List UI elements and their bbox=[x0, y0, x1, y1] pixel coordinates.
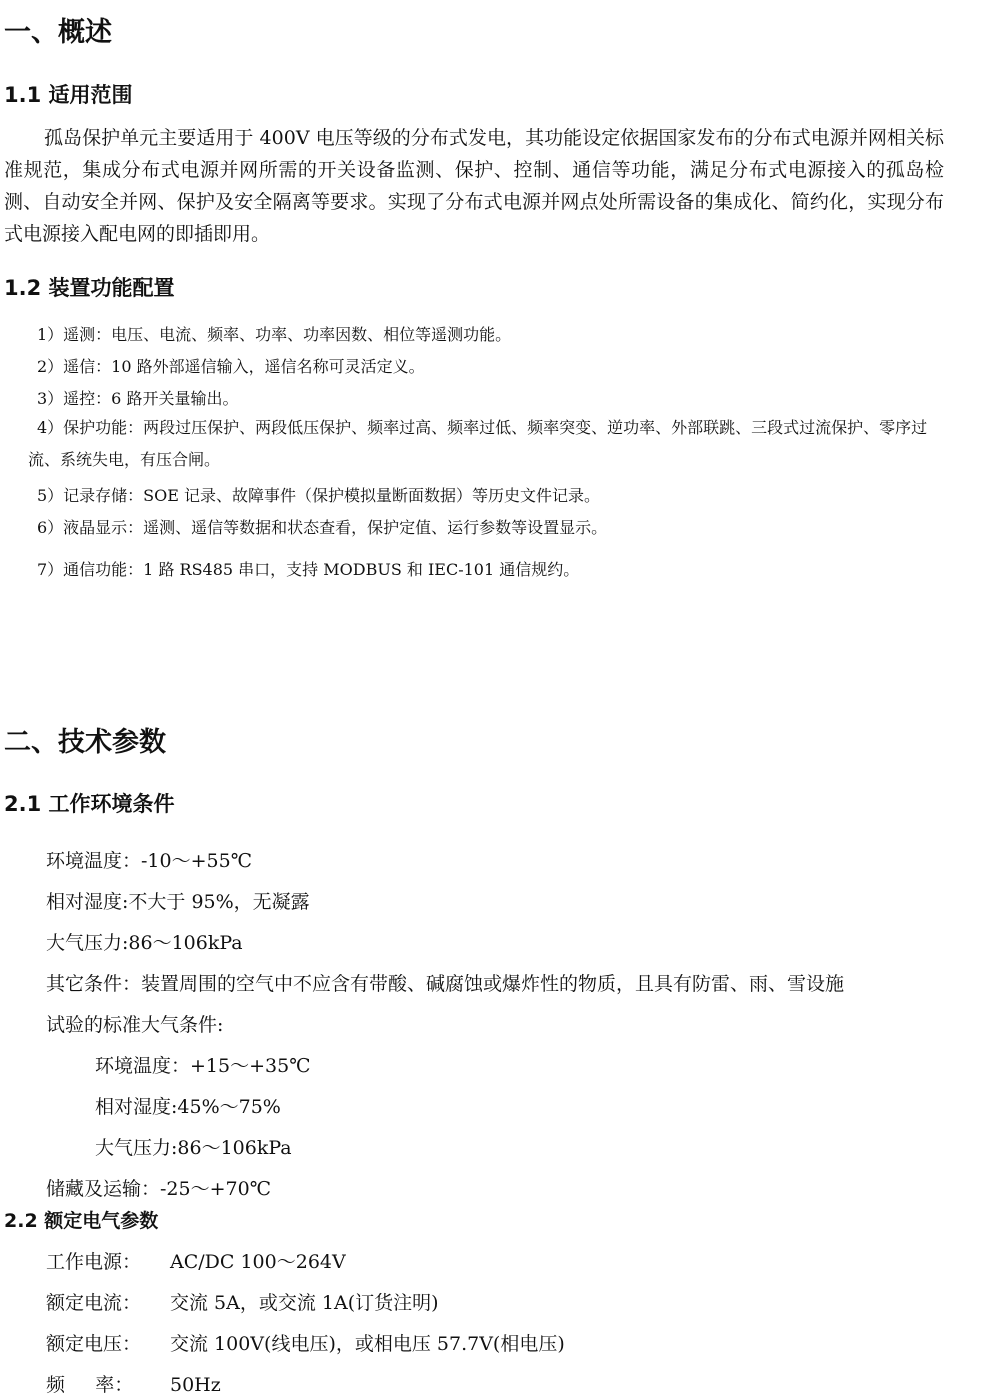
feature-item-telesignal: 2）遥信：10 路外部遥信输入，遥信名称可灵活定义。 bbox=[37, 357, 425, 376]
standard-conditions-title: 试验的标准大气条件: bbox=[46, 1014, 224, 1036]
spec-label: 额定电压： bbox=[46, 1333, 142, 1355]
section-2-heading: 二、技术参数 bbox=[4, 727, 166, 758]
section-2-2-heading: 2.2 额定电气参数 bbox=[4, 1210, 159, 1232]
standard-temperature: 环境温度：+15～+35℃ bbox=[95, 1055, 311, 1077]
atmospheric-pressure: 大气压力:86～106kPa bbox=[46, 932, 243, 954]
relative-humidity: 相对湿度:不大于 95%，无凝露 bbox=[46, 891, 310, 913]
section-1-2-heading: 1.2 装置功能配置 bbox=[4, 276, 175, 300]
section-1-1-heading: 1.1 适用范围 bbox=[4, 83, 133, 107]
spec-value: 50Hz bbox=[170, 1374, 221, 1396]
ambient-temperature: 环境温度：-10～+55℃ bbox=[46, 850, 252, 872]
standard-pressure: 大气压力:86～106kPa bbox=[95, 1137, 292, 1159]
spec-row-power-supply bbox=[46, 1247, 346, 1274]
spec-value: AC/DC 100～264V bbox=[170, 1251, 346, 1273]
section-2-1-heading: 2.1 工作环境条件 bbox=[4, 792, 175, 816]
spec-row-rated-current bbox=[46, 1288, 439, 1315]
scope-paragraph: 孤岛保护单元主要适用于 400V 电压等级的分布式发电，其功能设定依据国家发布的分布式电源并网相关标准规范，集成分布式电源并网所需的开关设备监测、保护、控制、通信等功能，满足分布式电源接入的孤岛检测、自动安全并网、保护及安全隔离等要求。实现了分布式电源并网点处所需设备的集成化、简约化，实现分布式电源接入配电网的即插即用。 bbox=[4, 127, 944, 245]
feature-item-lcd: 6）液晶显示：遥测、遥信等数据和状态查看，保护定值、运行参数等设置显示。 bbox=[37, 518, 608, 537]
standard-humidity: 相对湿度:45%～75% bbox=[95, 1096, 281, 1118]
spec-value: 交流 100V(线电压)，或相电压 57.7V(相电压) bbox=[170, 1333, 565, 1355]
feature-item-telecontrol: 3）遥控：6 路开关量输出。 bbox=[37, 389, 239, 408]
spec-value: 交流 5A，或交流 1A(订货注明) bbox=[170, 1292, 439, 1314]
spec-label: 工作电源： bbox=[46, 1251, 142, 1273]
section-1-heading: 一、概述 bbox=[4, 17, 112, 48]
storage-transport: 储藏及运输：-25～+70℃ bbox=[46, 1178, 271, 1200]
spec-label: 频 率： bbox=[46, 1374, 134, 1396]
spec-row-rated-voltage bbox=[46, 1329, 565, 1356]
feature-item-protection: 4）保护功能：两段过压保护、两段低压保护、频率过高、频率过低、频率突变、逆功率、外部联跳、三段式过流保护、零序过流、系统失电，有压合闸。 bbox=[28, 418, 928, 469]
feature-item-communication: 7）通信功能：1 路 RS485 串口，支持 MODBUS 和 IEC-101 通信规约。 bbox=[37, 560, 580, 579]
feature-item-recording: 5）记录存储：SOE 记录、故障事件（保护模拟量断面数据）等历史文件记录。 bbox=[37, 486, 601, 505]
spec-row-frequency bbox=[46, 1370, 221, 1397]
feature-item-telemetry: 1）遥测：电压、电流、频率、功率、功率因数、相位等遥测功能。 bbox=[37, 325, 512, 344]
spec-label: 额定电流： bbox=[46, 1292, 142, 1314]
other-conditions: 其它条件：装置周围的空气中不应含有带酸、碱腐蚀或爆炸性的物质，且具有防雷、雨、雪设施 bbox=[46, 973, 845, 995]
